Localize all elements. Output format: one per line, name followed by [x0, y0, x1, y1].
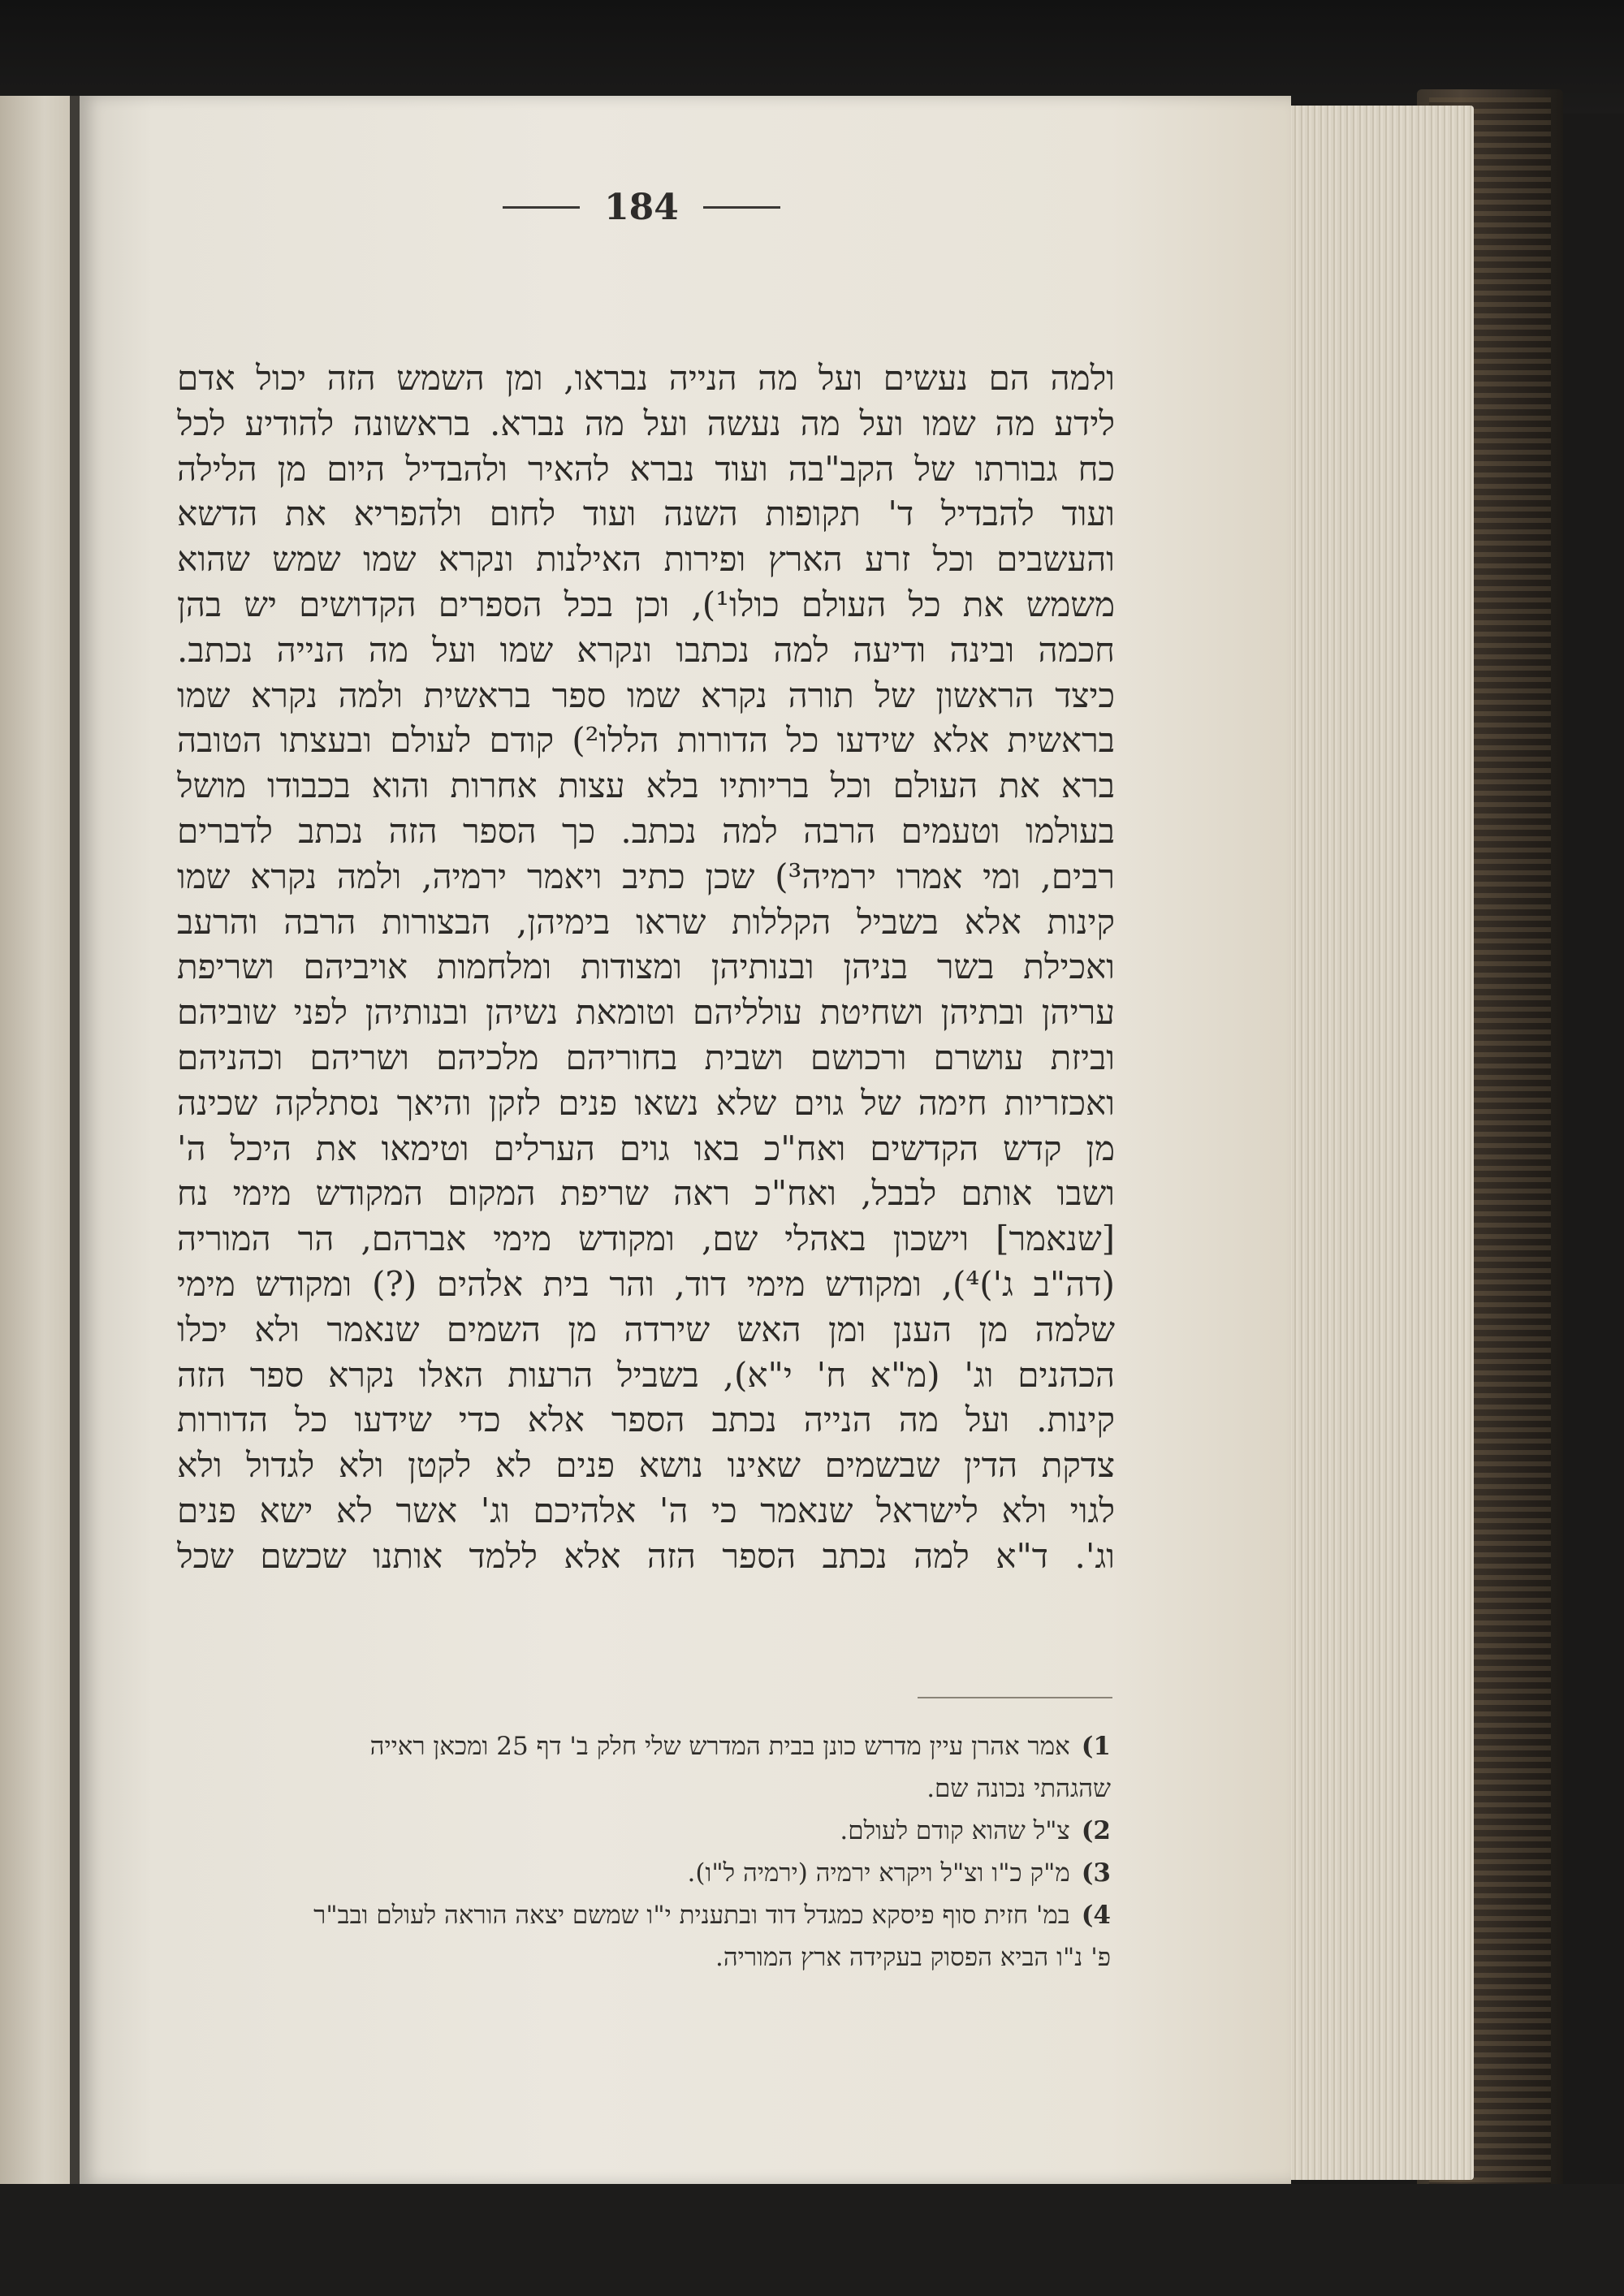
footnote-number: 1) [1081, 1732, 1111, 1761]
text-line: לגוי ולא לישראל שנאמר כי ה' אלהיכם וג' אשר לא ישא פנים [177, 1490, 1115, 1530]
text-line: והעשבים וכל זרע הארץ ופירות האילנות ונקרא שמו שמש שהוא [177, 539, 1115, 580]
text-line: חכמה ובינה ודיעה למה נכתבו ונקרא שמו ועל מה הנייה נכתב. [177, 629, 1115, 670]
header-dash-right [703, 206, 780, 209]
text-line: וביזת עושרם ורכושם ושבית בחוריהם מלכיהם ושריהם וכהניהם [177, 1037, 1115, 1077]
text-line: ואכילת בשר בניהן ובנותיהן ומצודות ומלחמות אויביהם ושריפת [177, 947, 1115, 987]
text-line: שלמה מן הענן ומן האש שירדה מן השמים שנאמר ולא יכלו [177, 1309, 1115, 1349]
footnote-line [177, 1810, 1111, 1852]
text-line: ברא את העולם וכל בריותיו בלא עצות אחרות והוא בכבודו מושל [177, 766, 1115, 806]
text-line: קינות אלא בשביל הקללות שראו בימיהן, הבצורות הרבה והרעב [177, 901, 1115, 942]
text-line: עריהן ובתיהן ושחיטת עולליהם וטומאת נשיהן ובנותיהן לפני שוביהם [177, 992, 1115, 1033]
backdrop-bottom [0, 2184, 1624, 2296]
footnote-line [177, 1725, 1111, 1767]
text-line: ולמה הם נעשים ועל מה הנייה נבראו, ומן השמש הזה יכול אדם [177, 358, 1115, 398]
text-line: (דה"ב ג')⁴), ומקודש מימי דוד, והר בית אלהים (?) ומקודש מימי [177, 1263, 1115, 1304]
footnote-number: 2) [1081, 1816, 1111, 1845]
text-line: וג'. ד"א למה נכתב הספר הזה אלא ללמד אותנו שכשם שכל [177, 1535, 1115, 1576]
text-line: ואכזריות חימה של גוים שלא נשאו פנים לזקן והיאך נסתלקה שכינה [177, 1082, 1115, 1123]
body-text [177, 356, 1115, 1579]
left-page-edge [0, 96, 78, 2190]
footnote-rule [918, 1697, 1112, 1698]
text-line: הכהנים וג' (מ"א ח' י"א), בשביל הרעות האלו נקרא ספר הזה [177, 1354, 1115, 1395]
text-line: לידע מה שמו ועל מה נעשה ועל מה נברא. בראשונה להודיע לכל [177, 403, 1115, 443]
footnote-line [177, 1936, 1111, 1979]
footnote-text: במ' חזית סוף פיסקא כמגדל דוד ובתענית י"ו שמשם יצאה הוראה לעולם ובב"ר [313, 1901, 1070, 1930]
text-line: מן קדש הקדשים ואח"כ באו גוים הערלים וטימאו את היכל ה' [177, 1128, 1115, 1168]
text-line: ושבו אותם לבבל, ואח"כ ראה שריפת המקום המקודש מימי נח [177, 1173, 1115, 1214]
text-line: [שנאמר] וישכון באהלי שם, ומקודש מימי אברהם, הר המוריה [177, 1219, 1115, 1259]
footnote-number: 4) [1081, 1901, 1111, 1930]
page-block-edges [1279, 106, 1474, 2180]
text-line: ועוד להבדיל ד' תקופות השנה ועוד לחום ולהפריא את הדשא [177, 494, 1115, 534]
header-dash-left [503, 206, 580, 209]
text-line: קינות. ועל מה הנייה נכתב הספר אלא כדי שידעו כל הדורות [177, 1400, 1115, 1440]
page-header [487, 170, 796, 244]
footnotes [177, 1725, 1111, 1979]
footnote-text: שהגהתי נכונה שם. [926, 1774, 1111, 1803]
book-gutter [70, 96, 80, 2190]
footnote-line [177, 1767, 1111, 1810]
text-line: כיצד הראשון של תורה נקרא שמו ספר בראשית ולמה נקרא שמו [177, 675, 1115, 715]
text-line: משמש את כל העולם כולו¹), וכן בכל הספרים הקדושים יש בהן [177, 584, 1115, 624]
text-line: כח גבורתו של הקב"בה ועוד נברא להאיר ולהבדיל היום מן הלילה [177, 448, 1115, 489]
footnote-text: אמר אהרן עיין מדרש כונן בבית המדרש שלי חלק ב' דף 25 ומכאן ראייה [369, 1732, 1070, 1761]
footnote-text: פ' נ"ו הביא הפסוק בעקידה ארץ המוריה. [715, 1943, 1111, 1972]
text-line: בעולמו וטעמים הרבה למה נכתב. כך הספר הזה נכתב לדברים [177, 810, 1115, 851]
footnote-line [177, 1894, 1111, 1936]
text-line: צדקת הדין שבשמים שאינו נושא פנים לא לקטן ולא לגדול ולא [177, 1445, 1115, 1486]
page-number: 184 [604, 186, 679, 228]
text-line: רבים, ומי אמרו ירמיה³) שכן כתיב ויאמר ירמיה, ולמה נקרא שמו [177, 856, 1115, 896]
footnote-text: צ"ל שהוא קודם לעולם. [840, 1816, 1070, 1845]
footnote-line [177, 1852, 1111, 1894]
text-line: בראשית אלא שידעו כל הדורות הללו²) קודם לעולם ובעצתו הטובה [177, 720, 1115, 761]
footnote-number: 3) [1081, 1858, 1111, 1888]
footnote-text: מ"ק כ"ו וצ"ל ויקרא ירמיה (ירמיה ל"ו). [687, 1858, 1070, 1888]
